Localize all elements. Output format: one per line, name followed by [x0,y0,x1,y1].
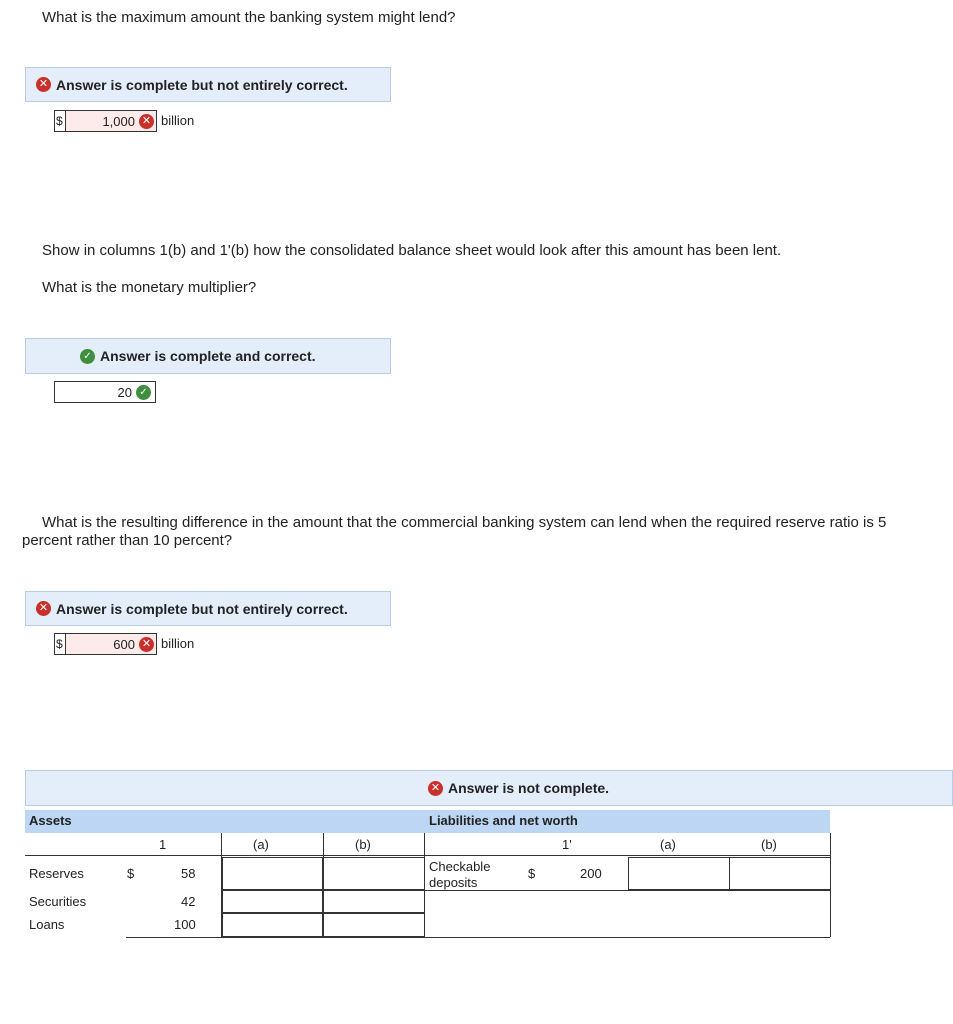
error-icon: ✕ [36,77,51,92]
reserves-col1: 58 [181,866,196,881]
col-header-1prime-b: (b) [761,837,777,852]
deposits-col1: 200 [580,866,602,881]
header-divider [25,855,830,856]
table-bottom-line [126,937,830,938]
loans-col1: 100 [174,917,196,932]
assets-header: Assets [25,810,425,833]
currency-label: $ [54,110,65,132]
feedback-text: Answer is complete and correct. [100,348,316,364]
error-icon: ✕ [139,114,154,129]
reserves-1a-input[interactable] [222,857,323,890]
question-difference-line2: percent rather than 10 percent? [22,532,233,549]
input-value: 600 [113,636,135,652]
currency-deposits: $ [528,866,536,881]
row-label-checkable-deposits: Checkable deposits [429,859,491,890]
col-header-1prime: 1' [562,837,572,852]
row-label-reserves: Reserves [29,866,84,881]
max-lend-input[interactable] [65,110,157,132]
feedback-banner-3 [25,591,391,626]
deposits-1prime-a-input[interactable] [628,857,730,890]
col-header-1prime-a: (a) [660,837,676,852]
error-icon: ✕ [139,637,154,652]
feedback-banner-1 [25,67,391,102]
feedback-text: Answer is complete but not entirely correct. [56,600,348,617]
answer-row-3 [54,633,194,655]
question-balance-sheet: Show in columns 1(b) and 1'(b) how the consolidated balance sheet would look after this amount has been lent. [42,242,782,259]
col-header-1: 1 [159,837,167,852]
difference-input[interactable] [65,633,157,655]
question-multiplier: What is the monetary multiplier? [42,279,257,296]
liab-row-divider [425,890,830,891]
answer-row-2 [54,381,156,403]
securities-col1: 42 [181,894,196,909]
spacer [25,889,126,890]
unit-label: billion [161,113,195,128]
unit-label: billion [161,636,195,651]
loans-1b-input[interactable] [323,913,425,937]
deposits-1prime-b-input[interactable] [729,857,831,890]
feedback-text: Answer is complete but not entirely correct. [56,76,348,93]
input-value: 20 [117,384,132,400]
question-difference-line1: What is the resulting difference in the amount that the commercial banking system can lend when the required reserve ratio is 5 [42,514,887,531]
check-icon: ✓ [136,385,151,400]
loans-1a-input[interactable] [222,913,323,937]
answer-row-1 [54,110,194,132]
row-label-loans: Loans [29,917,65,932]
reserves-1b-input[interactable] [323,857,425,890]
check-icon: ✓ [80,349,95,364]
input-value: 1,000 [102,113,135,129]
currency-reserves: $ [127,866,135,881]
currency-label: $ [54,633,65,655]
error-icon: ✕ [36,601,51,616]
securities-1a-input[interactable] [222,890,323,913]
liabilities-header: Liabilities and net worth [425,810,830,833]
error-icon: ✕ [428,781,443,796]
col-header-1b: (b) [355,837,371,852]
row-label-securities: Securities [29,894,87,909]
feedback-text: Answer is not complete. [448,780,610,796]
question-max-lend: What is the maximum amount the banking system might lend? [42,9,456,26]
multiplier-input[interactable] [54,381,156,403]
feedback-banner-4 [25,770,953,806]
securities-1b-input[interactable] [323,890,425,913]
col-header-1a: (a) [253,837,269,852]
feedback-banner-2 [25,338,391,374]
